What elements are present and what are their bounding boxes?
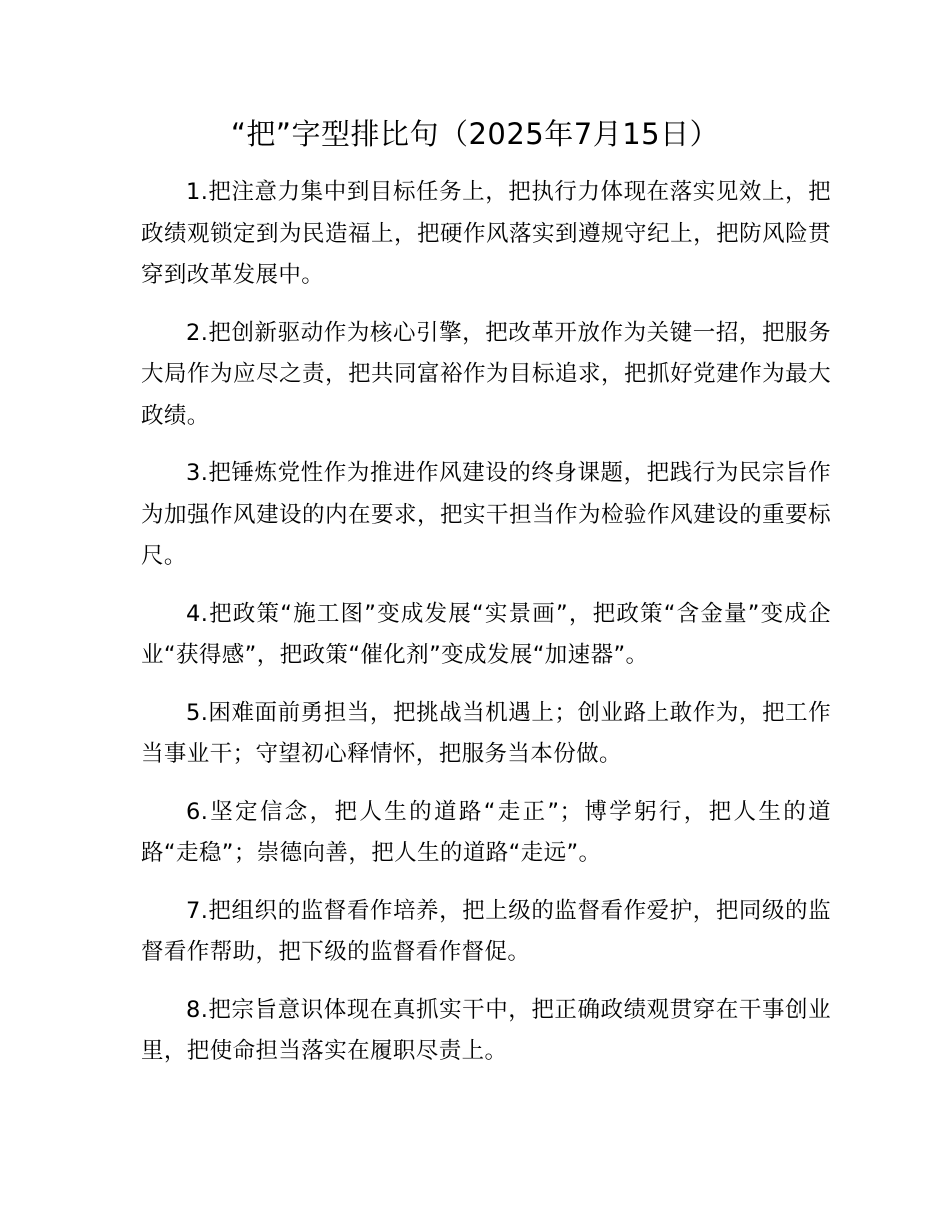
- document-title: “把”字型排比句（2025年7月15日）: [230, 117, 720, 151]
- paragraph-3: 3.把锤炼党性作为推进作风建设的终身课题，把践行为民宗旨作为加强作风建设的内在要求，把实干担当作为检验作风建设的重要标尺。: [141, 460, 831, 569]
- document-body: [141, 172, 831, 1089]
- paragraph-1: 1.把注意力集中到目标任务上，把执行力体现在落实见效上，把政绩观锁定到为民造福上，把硬作风落实到遵规守纪上，把防风险贯穿到改革发展中。: [141, 179, 831, 288]
- paragraph-4: 4.把政策“施工图”变成发展“实景画”，把政策“含金量”变成企业“获得感”，把政策“催化剂”变成发展“加速器”。: [141, 600, 831, 668]
- paragraph-7: 7.把组织的监督看作培养，把上级的监督看作爱护，把同级的监督看作帮助，把下级的监督看作督促。: [141, 897, 831, 965]
- paragraph-8: 8.把宗旨意识体现在真抓实干中，把正确政绩观贯穿在干事创业里，把使命担当落实在履职尽责上。: [141, 996, 831, 1064]
- paragraph-5: 5.困难面前勇担当，把挑战当机遇上；创业路上敢作为，把工作当事业干；守望初心释情怀，把服务当本份做。: [141, 699, 831, 767]
- paragraph-6: 6.坚定信念，把人生的道路“走正”；博学躬行，把人生的道路“走稳”；崇德向善，把人生的道路“走远”。: [141, 798, 831, 866]
- paragraph-2: 2.把创新驱动作为核心引擎，把改革开放作为关键一招，把服务大局作为应尽之责，把共同富裕作为目标追求，把抓好党建作为最大政绩。: [141, 319, 831, 429]
